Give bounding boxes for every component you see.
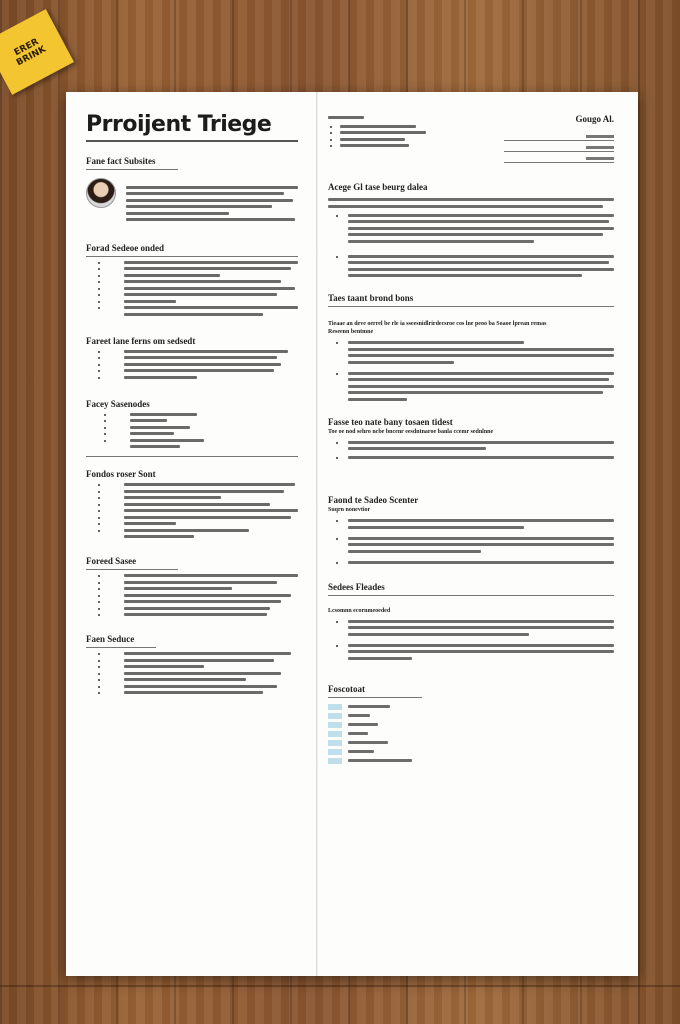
list-item xyxy=(86,363,298,366)
list-item xyxy=(86,300,298,303)
section-divider xyxy=(86,569,178,570)
skill-swatch xyxy=(328,758,342,764)
wood-seam xyxy=(0,985,680,987)
contact-details xyxy=(504,130,614,173)
list-item xyxy=(86,376,298,379)
list-item xyxy=(92,432,298,435)
list-item xyxy=(328,372,614,401)
list-item xyxy=(92,439,298,449)
right-section-heading: Fasse teo nate bany tosaen tidest xyxy=(328,416,453,427)
contact-header xyxy=(328,92,614,172)
list-item xyxy=(86,516,298,519)
skill-swatch xyxy=(328,749,342,755)
sticker-text: ERER BRINK xyxy=(12,37,48,69)
skill-swatch xyxy=(328,731,342,737)
list-item xyxy=(86,678,298,681)
list-item xyxy=(86,483,298,486)
right-column xyxy=(328,92,614,767)
list-item xyxy=(86,287,298,290)
subheading: Reseenn bentmne xyxy=(328,329,374,335)
list-item xyxy=(328,644,614,660)
list-item xyxy=(86,522,298,525)
right-section-heading: Faond te Sadeo Scenter xyxy=(328,495,419,505)
list-item xyxy=(328,519,614,529)
section-divider xyxy=(328,697,422,698)
list-item xyxy=(328,125,448,128)
left-column xyxy=(86,92,298,698)
list-item xyxy=(86,685,298,688)
section-divider xyxy=(86,256,298,257)
sticker-note xyxy=(0,9,74,95)
list-item xyxy=(86,267,298,270)
subheading: Tieaae an deve oerrel be rle ia sseesnidlrirdecsroe cos lne peoo ba Soaoe lprean remas xyxy=(328,321,547,327)
list-item xyxy=(86,509,298,512)
section-divider xyxy=(86,456,298,457)
subheading: Lcsomnn ecornmeoeded xyxy=(328,607,391,614)
skill-swatch xyxy=(328,704,342,710)
list-item xyxy=(86,587,298,590)
list-item xyxy=(328,144,448,147)
list-item xyxy=(86,607,298,610)
page-fold xyxy=(316,92,318,976)
bullet-list xyxy=(86,483,298,538)
bullet-list xyxy=(86,261,298,316)
section-body xyxy=(328,198,614,208)
list-item xyxy=(328,537,614,553)
left-section-heading: Fane fact Subsites xyxy=(86,156,156,166)
list-item xyxy=(86,503,298,506)
title-divider xyxy=(86,140,298,142)
page-title: Prroijent Triege xyxy=(86,112,272,137)
resume-document xyxy=(66,92,638,976)
list-item xyxy=(86,594,298,597)
list-item xyxy=(328,138,448,141)
skill-swatch xyxy=(328,722,342,728)
list-item xyxy=(86,665,298,668)
list-item xyxy=(86,659,298,662)
list-item xyxy=(86,306,298,316)
list-item xyxy=(328,441,614,451)
list-item xyxy=(86,261,298,264)
list-item xyxy=(86,496,298,499)
section-divider xyxy=(328,306,614,307)
bullet-list xyxy=(92,413,298,449)
list-item xyxy=(86,356,298,359)
right-section-heading: Foscotoat xyxy=(328,683,365,694)
list-item xyxy=(328,255,614,278)
left-section-heading: Foreed Sasee xyxy=(86,556,137,566)
left-section-heading: Fondos roser Sont xyxy=(86,469,156,479)
right-section-heading: Sedees Fleades xyxy=(328,581,385,592)
list-item xyxy=(92,426,298,429)
list-item xyxy=(86,600,298,603)
list-item xyxy=(328,620,614,636)
list-item xyxy=(86,529,298,539)
list-item xyxy=(328,456,614,459)
bullet-list xyxy=(86,574,298,616)
list-item xyxy=(86,652,298,655)
left-section-heading: Facey Sasenodes xyxy=(86,398,150,409)
list-item xyxy=(328,341,614,364)
list-item xyxy=(86,280,298,283)
profile-block xyxy=(86,178,298,225)
list-item xyxy=(328,131,448,134)
skill-swatch xyxy=(328,713,342,719)
profile-text xyxy=(126,182,298,225)
bullet-list xyxy=(86,652,298,694)
left-section-heading: Faen Seduce xyxy=(86,634,135,644)
skills-list xyxy=(328,704,614,764)
section-divider xyxy=(86,647,156,648)
list-item xyxy=(328,561,614,564)
right-section-heading: Taes taant brond bons xyxy=(328,293,414,303)
candidate-name: Gougo Al. xyxy=(575,114,614,124)
left-section-heading: Fareet lane ferns om sedsedt xyxy=(86,335,196,346)
subheading: Suqrn nonevtior xyxy=(328,507,371,513)
list-item xyxy=(86,274,298,277)
subheading: Toe oe nod sehro ncbe bncenr eesdntnaroe banla ccemr sednlnne xyxy=(328,428,494,435)
avatar xyxy=(86,178,116,208)
right-section-heading: Acege Gl tase beurg dalea xyxy=(328,182,428,192)
left-section-heading: Forad Sedeoe onded xyxy=(86,242,165,253)
list-item xyxy=(328,214,614,243)
list-item xyxy=(86,672,298,675)
list-item xyxy=(86,350,298,353)
list-item xyxy=(92,413,298,416)
list-item xyxy=(86,581,298,584)
list-item xyxy=(86,369,298,372)
section-divider xyxy=(328,595,614,596)
contact-list xyxy=(328,112,448,151)
skill-swatch xyxy=(328,740,342,746)
list-item xyxy=(92,419,298,422)
list-item xyxy=(86,574,298,577)
list-item xyxy=(86,490,298,493)
list-item xyxy=(86,293,298,296)
section-divider xyxy=(86,169,178,170)
list-item xyxy=(86,613,298,616)
bullet-list xyxy=(86,350,298,379)
list-item xyxy=(86,691,298,694)
